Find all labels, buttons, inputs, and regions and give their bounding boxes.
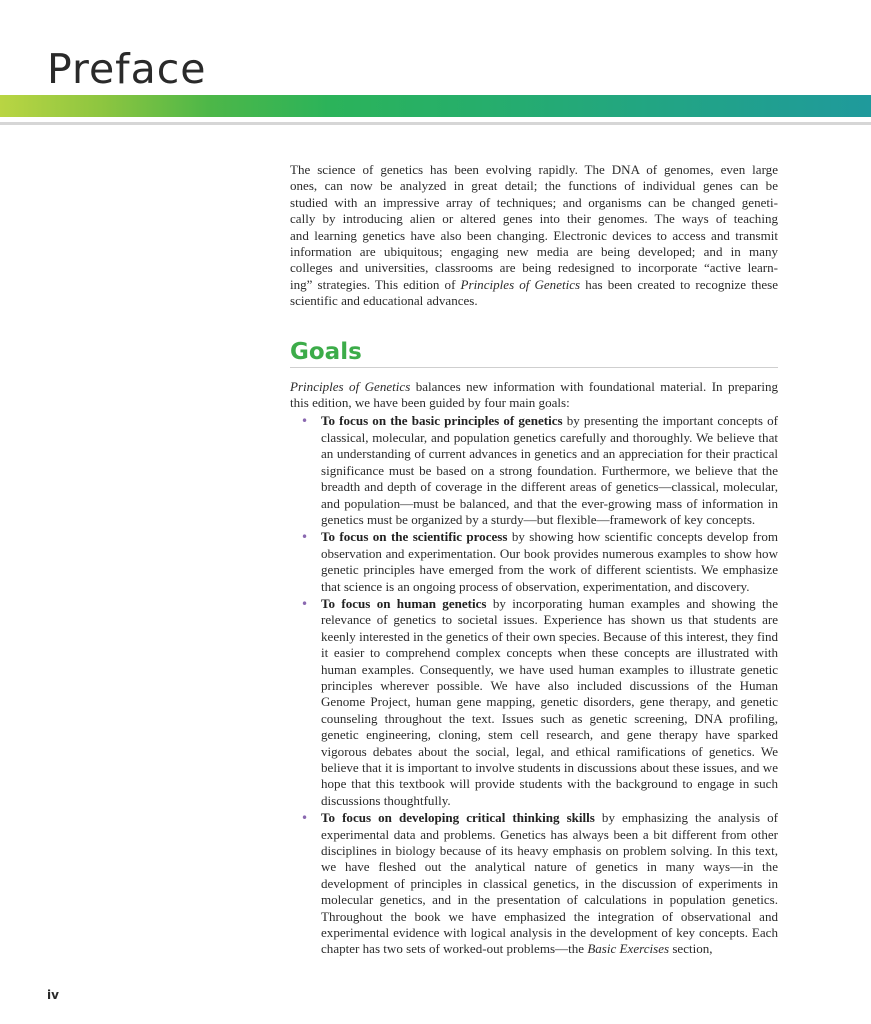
bullet-icon: • <box>301 530 309 545</box>
goal-item <box>290 413 778 528</box>
book-title: Principles of Genetics <box>290 378 411 394</box>
section-heading-goals: Goals <box>290 338 778 368</box>
goal-lead: To focus on the basic principles of genetics <box>321 413 563 429</box>
goal-text-tail: section, <box>669 941 713 957</box>
goal-lead: To focus on the scientific process <box>321 529 508 545</box>
goal-text: by emphasizing the analysis of experimental data and problems. Genetics has always been a bit different from other disciplines in biology because of its heavy emphasis on problem solving. In this text, we have fleshed out the analytical nature of genetics in many ways—in the development of principles in classical genetics, in the discussion of experiments in molecular genetics, and in the presentation of calculations in population genetics. Throughout the book we have emphasized the integration of observational and experimental evidence with logical analysis in the development of key concepts. Each chapter has two sets of worked-out problems—the <box>321 810 778 957</box>
bullet-icon: • <box>301 596 309 611</box>
goals-intro-text: balances new information with foundational material. In preparing this edition, we have been guided by four main goals: <box>290 378 778 411</box>
goals-intro <box>290 379 778 412</box>
page-number: iv <box>47 988 59 1002</box>
intro-line-start: ing” strategies. This edition of <box>290 276 461 292</box>
goal-item <box>290 596 778 809</box>
goals-list <box>290 413 778 957</box>
intro-line: studied with an impressive array of techniques; and organisms can be changed geneti- <box>290 194 778 210</box>
intro-line: colleges and universities, classrooms are being redesigned to incorporate “active learn- <box>290 260 778 276</box>
goal-item <box>290 810 778 958</box>
bullet-icon: • <box>301 811 309 826</box>
goal-text: by showing how scientific concepts develop from observation and experimentation. Our book provides numerous examples to show how genetic principles have emerged from the work of different scientists. We emphasize that science is an ongoing process of observation, experimentation, and discovery. <box>321 529 778 594</box>
goal-lead: To focus on developing critical thinking skills <box>321 810 595 826</box>
intro-line: cally by introducing alien or altered genes into their genomes. The ways of teaching <box>290 211 778 227</box>
intro-line: scientific and educational advances. <box>290 293 478 309</box>
intro-line-with-title <box>290 277 778 293</box>
goal-text: by incorporating human examples and showing the relevance of genetics to societal issues. Experience has shown us that students are keenly interested in the genetics of their own species. Because of this interest, they find it easier to comprehend complex concepts when these concepts are illustrated with human examples. Consequently, we have used human examples to illustrate genetic principles wherever possible. We have also included discussions of the Human Genome Project, human gene mapping, genetic disorders, gene therapy, and genetic counseling throughout the text. Issues such as genetic screening, DNA profiling, genetic engineering, cloning, stem cell research, and gene therapy have sparked vigorous debates about the social, legal, and ethical ramifications of genetics. We believe that it is important to involve students in discussions about these issues, and we hope that this textbook will provide students with the background to engage in such discussions thoughtfully. <box>321 595 778 808</box>
goal-text: by presenting the important concepts of classical, molecular, and population genetics carefully and thoroughly. We believe that an understanding of current advances in genetics and an appreciation for their practical significance must be based on a strong foundation. Furthermore, we believe that the breadth and depth of coverage in the different areas of genetics—classical, molecular, and population—must be balanced, and that the ever-growing mass of information in genetics must be organized by a sturdy—but flexible—framework of key concepts. <box>321 413 778 527</box>
book-title: Principles of Genetics <box>460 276 581 292</box>
bullet-icon: • <box>301 414 309 429</box>
title-color-band <box>0 95 871 117</box>
title-rule <box>0 122 871 125</box>
intro-line: and learning genetics have also been changing. Electronic devices to access and transmit <box>290 227 778 243</box>
main-content <box>290 162 778 959</box>
exercise-section-title: Basic Exercises <box>587 941 670 957</box>
intro-line: The science of genetics has been evolving rapidly. The DNA of genomes, even large <box>290 162 778 177</box>
goal-lead: To focus on human genetics <box>321 595 487 611</box>
intro-line: ones, can now be analyzed in great detail; the functions of individual genes can be <box>290 178 778 194</box>
intro-paragraph <box>290 162 778 310</box>
page-title: Preface <box>47 45 207 93</box>
intro-line: information are ubiquitous; engaging new media are being developed; and in many <box>290 244 778 260</box>
intro-line-end: has been created to recognize these <box>585 276 778 292</box>
goal-item <box>290 529 778 595</box>
